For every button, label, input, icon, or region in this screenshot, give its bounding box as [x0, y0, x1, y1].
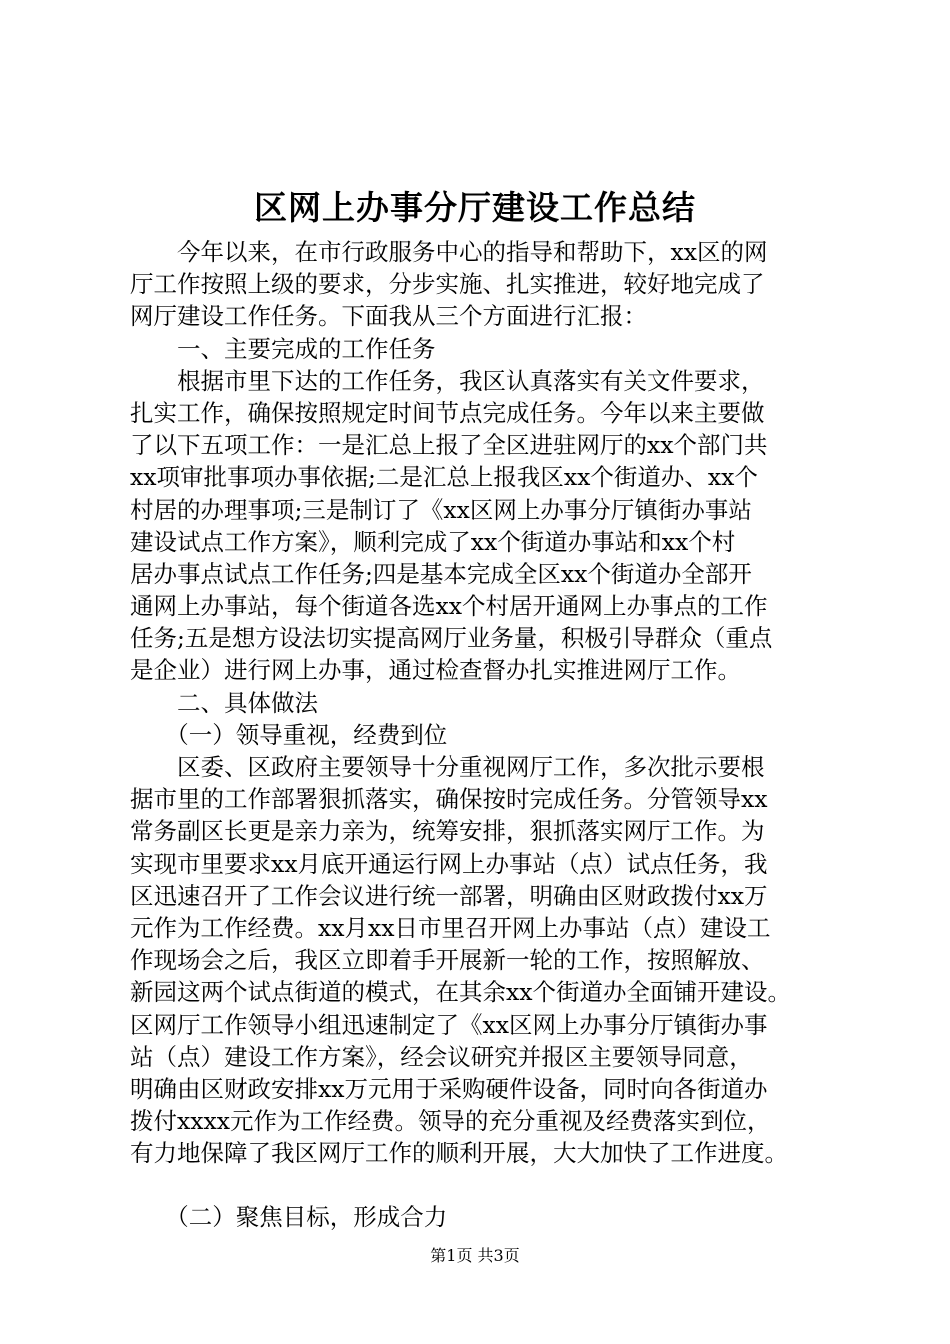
body-line: 了以下五项工作：一是汇总上报了全区进驻网厅的xx个部门共 [130, 431, 768, 460]
body-line: 元作为工作经费。xx月xx日市里召开网上办事站（点）建设工 [130, 913, 771, 942]
body-line: 是企业）进行网上办事，通过检查督办扎实推进网厅工作。 [130, 656, 741, 685]
body-line: 任务;五是想方设法切实提高网厅业务量，积极引导群众（重点 [130, 624, 773, 653]
body-line: 扎实工作，确保按照规定时间节点完成任务。今年以来主要做 [130, 398, 765, 427]
body-line: xx项审批事项办事依据;二是汇总上报我区xx个街道办、xx个 [130, 463, 758, 492]
body-line: 区委、区政府主要领导十分重视网厅工作，多次批示要根 [130, 753, 765, 781]
body-line: 站（点）建设工作方案》，经会议研究并报区主要领导同意， [130, 1042, 753, 1071]
subsection-heading-1: （一）领导重视，经费到位 [130, 720, 448, 749]
body-line: 今年以来，在市行政服务中心的指导和帮助下，xx区的网 [130, 238, 768, 266]
body-line: 村居的办理事项;三是制订了《xx区网上办事分厅镇街办事站 [130, 495, 752, 524]
body-line: 区迅速召开了工作会议进行统一部署，明确由区财政拨付xx万 [130, 881, 768, 910]
body-line: 常务副区长更是亲力亲为，统筹安排，狠抓落实网厅工作。为 [130, 817, 765, 846]
body-line: 通网上办事站，每个街道各选xx个村居开通网上办事点的工作 [130, 592, 768, 621]
section-heading-2: 二、具体做法 [130, 688, 318, 717]
body-line: 厅工作按照上级的要求，分步实施、扎实推进，较好地完成了 [130, 270, 765, 299]
body-line: 居办事点试点工作任务;四是基本完成全区xx个街道办全部开 [130, 559, 752, 588]
body-line: 作现场会之后，我区立即着手开展新一轮的工作，按照解放、 [130, 946, 765, 975]
page-footer: 第1页 共3页 [430, 1246, 520, 1265]
body-line: 明确由区财政安排xx万元用于采购硬件设备，同时向各街道办 [130, 1074, 768, 1103]
body-line: 据市里的工作部署狠抓落实，确保按时完成任务。分管领导xx [130, 785, 768, 814]
body-line: 有力地保障了我区网厅工作的顺利开展，大大加快了工作进度。 [130, 1139, 788, 1168]
subsection-heading-2: （二）聚焦目标，形成合力 [130, 1203, 448, 1232]
body-line: 区网厅工作领导小组迅速制定了《xx区网上办事分厅镇街办事 [130, 1010, 768, 1039]
document-title: 区网上办事分厅建设工作总结 [254, 188, 696, 227]
paragraph-gap [130, 1169, 830, 1201]
body-line: 拨付xxxx元作为工作经费。领导的充分重视及经费落实到位， [130, 1107, 771, 1136]
body-line: 根据市里下达的工作任务，我区认真落实有关文件要求， [130, 366, 765, 395]
body-line: 网厅建设工作任务。下面我从三个方面进行汇报： [130, 302, 647, 331]
body-line: 新园这两个试点街道的模式，在其余xx个街道办全面铺开建设。 [130, 978, 792, 1007]
section-heading-1: 一、主要完成的工作任务 [130, 334, 436, 363]
body-line: 实现市里要求xx月底开通运行网上办事站（点）试点任务，我 [130, 849, 768, 878]
body-line: 建设试点工作方案》，顺利完成了xx个街道办事站和xx个村 [130, 527, 736, 556]
document-body [130, 236, 830, 1234]
